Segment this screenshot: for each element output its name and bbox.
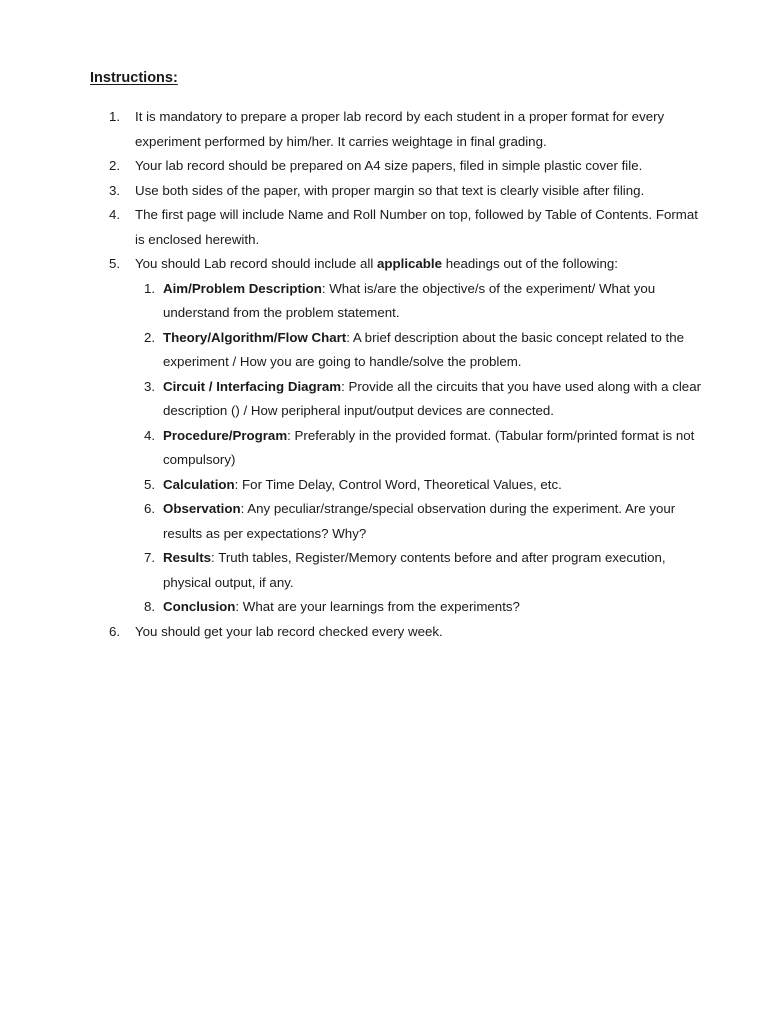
sublist-item-text: : Any peculiar/strange/special observation during the experiment. Are your results as per expectations? Why? [163,501,676,541]
sublist-item-text: : Truth tables, Register/Memory contents before and after program execution, physical output, if any. [163,550,666,590]
sublist-item-term: Calculation [163,476,235,492]
instructions-list [109,105,709,644]
sublist-item-number: 2. [144,329,156,345]
list-item-text-before: You should Lab record should include all [135,256,377,271]
sublist-item [135,497,709,546]
list-item-number: 3. [109,182,121,198]
sublist-item-term: Aim/Problem Description [163,280,322,296]
sublist-item-text: : Provide all the circuits that you have used along with a clear description () / How peripheral input/output devices are connected. [163,378,702,418]
list-item-emphasis: applicable [376,256,443,271]
sublist-item [135,326,709,375]
sublist-item [135,424,709,473]
page-title: Instructions: [90,70,178,86]
sublist-item-term: Theory/Algorithm/Flow Chart [163,329,347,345]
sublist-item-text: : For Time Delay, Control Word, Theoretical Values, etc. [234,476,562,492]
sublist-item-number: 8. [144,599,156,614]
list-item-text: Use both sides of the paper, with proper margin so that text is clearly visible after filing. [135,182,645,198]
list-item-text: The first page will include Name and Roll Number on top, followed by Table of Contents. Format is enclosed herewith. [135,207,698,247]
sublist-item-number: 3. [144,378,156,394]
sublist-item [135,546,709,595]
list-item [109,203,709,252]
sublist-item-number: 7. [144,550,156,565]
sublist-item-term: Observation [163,501,241,516]
list-item-text-after: headings out of the following: [442,256,618,271]
sublist-item-text: : A brief description about the basic concept related to the experiment / How you are going to handle/solve the problem. [163,329,685,369]
sublist-item [135,277,709,326]
sublist-item-text: : What are your learnings from the experiments? [235,599,520,614]
list-item [109,105,709,154]
headings-sublist [135,277,709,620]
list-item-text: Your lab record should be prepared on A4 size papers, filed in simple plastic cover file. [135,158,643,173]
list-item-text [135,256,618,271]
list-item-number: 2. [109,158,121,173]
list-item-number: 5. [109,256,121,271]
list-item [109,252,709,620]
list-item-number: 6. [109,623,121,639]
sublist-item [135,595,709,620]
list-item [109,179,709,204]
sublist-item-term: Circuit / Interfacing Diagram [163,378,342,394]
list-item-number: 4. [109,207,121,222]
sublist-item-number: 4. [144,427,156,443]
list-item-number: 1. [109,109,121,124]
list-item-text: It is mandatory to prepare a proper lab record by each student in a proper format for every experiment performed by him/her. It carries weightage in final grading. [135,109,665,149]
sublist-item-text: : Preferably in the provided format. (Tabular form/printed format is not compulsory) [163,427,695,467]
sublist-item-term: Conclusion [163,599,236,614]
sublist-item-number: 1. [144,280,156,296]
sublist-item-term: Procedure/Program [163,427,288,443]
sublist-item-number: 6. [144,501,156,516]
list-item [109,620,709,645]
list-item-text: You should get your lab record checked every week. [135,623,443,639]
sublist-item-text: : What is/are the objective/s of the experiment/ What you understand from the problem statement. [163,280,656,320]
sublist-item [135,375,709,424]
sublist-item-number: 5. [144,476,156,492]
sublist-item [135,473,709,498]
sublist-item-term: Results [163,550,212,565]
list-item [109,154,709,179]
